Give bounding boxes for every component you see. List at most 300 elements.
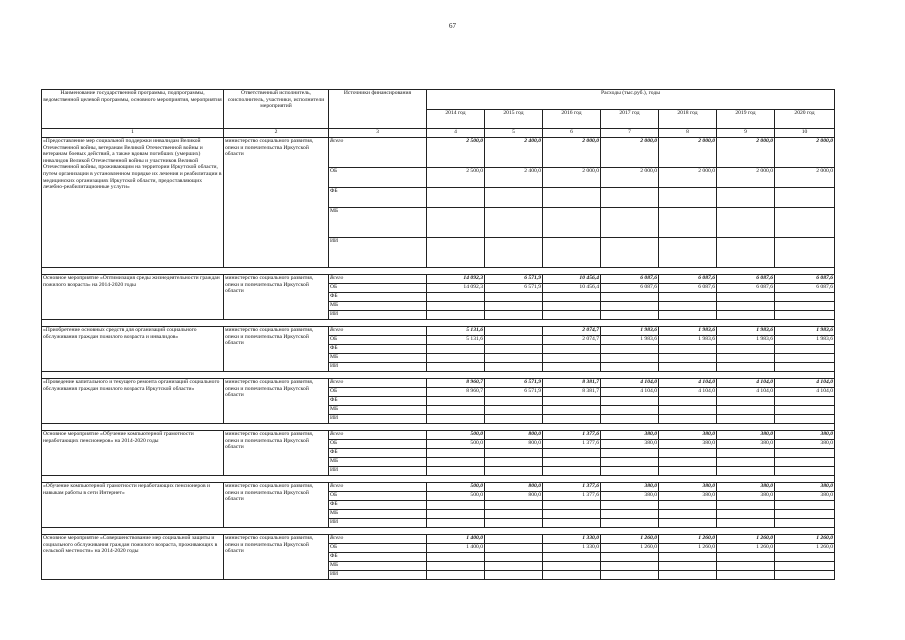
table-row-total bbox=[42, 275, 835, 284]
expense-value bbox=[775, 208, 835, 238]
expense-value bbox=[659, 302, 717, 311]
expense-value bbox=[659, 208, 717, 238]
expense-value bbox=[717, 449, 775, 458]
expense-value bbox=[543, 415, 601, 424]
expense-value bbox=[717, 293, 775, 302]
expense-value bbox=[659, 188, 717, 208]
spacer-cell bbox=[42, 268, 835, 275]
funding-source: МБ bbox=[329, 354, 427, 363]
expense-value bbox=[775, 311, 835, 320]
header-expenses: Расходы (тыс.руб.), годы bbox=[427, 90, 835, 110]
funding-source: Всего bbox=[329, 275, 427, 284]
funding-source: ИИ bbox=[329, 571, 427, 580]
expense-value bbox=[775, 415, 835, 424]
program-name: Основное мероприятие «Оптимизация среды жизнедеятельности граждан пожилого возраста» на 2014-2020 годы bbox=[42, 275, 224, 320]
expense-value bbox=[601, 208, 659, 238]
expense-value: 1 260,0 bbox=[659, 535, 717, 544]
funding-source: ОБ bbox=[329, 388, 427, 397]
expense-value bbox=[601, 510, 659, 519]
expense-value: 4 104,0 bbox=[601, 379, 659, 388]
expense-value bbox=[717, 208, 775, 238]
expense-value: 4 104,0 bbox=[775, 388, 835, 397]
expense-value: 2 000,0 bbox=[543, 168, 601, 188]
expense-value bbox=[485, 238, 543, 268]
expense-value bbox=[775, 571, 835, 580]
expense-value: 380,0 bbox=[659, 431, 717, 440]
program-name: Основное мероприятие «Совершенствование мер социальной защиты и социального обслуживания граждан пожилого возраста, проживающих в сельской местности» на 2014-2020 годы bbox=[42, 535, 224, 580]
expense-value: 1 260,0 bbox=[717, 535, 775, 544]
expense-value: 6 087,6 bbox=[659, 275, 717, 284]
expense-value bbox=[659, 238, 717, 268]
expense-value: 5 131,6 bbox=[427, 336, 485, 345]
expense-value bbox=[543, 571, 601, 580]
expense-value: 380,0 bbox=[717, 440, 775, 449]
expense-value: 8 960,7 bbox=[427, 379, 485, 388]
expense-value bbox=[427, 501, 485, 510]
table-row-total bbox=[42, 138, 835, 168]
funding-source: Всего bbox=[329, 431, 427, 440]
funding-source: Всего bbox=[329, 138, 427, 168]
expense-value bbox=[485, 535, 543, 544]
expense-value: 6 087,6 bbox=[601, 275, 659, 284]
expense-value bbox=[485, 562, 543, 571]
expense-value bbox=[543, 510, 601, 519]
expense-value bbox=[427, 345, 485, 354]
header-name: Наименование государственной программы, подпрограммы, ведомственной целевой программы, основного мероприятия, мероприятия bbox=[42, 90, 224, 129]
executor-name: министерство социального развития, опеки и попечительства Иркутской области bbox=[224, 379, 329, 424]
expense-value bbox=[717, 467, 775, 476]
expense-value: 10 456,4 bbox=[543, 284, 601, 293]
block-spacer bbox=[42, 268, 835, 275]
expense-value bbox=[543, 293, 601, 302]
expense-value: 2 500,0 bbox=[427, 138, 485, 168]
expense-value bbox=[717, 571, 775, 580]
expense-value bbox=[775, 302, 835, 311]
funding-source: МБ bbox=[329, 302, 427, 311]
year-header: 2016 год bbox=[543, 109, 601, 129]
expense-value bbox=[485, 363, 543, 372]
expense-value: 6 087,6 bbox=[717, 275, 775, 284]
expense-value: 1 400,0 bbox=[427, 535, 485, 544]
expense-value bbox=[543, 363, 601, 372]
expense-value: 1 377,6 bbox=[543, 492, 601, 501]
expense-value: 380,0 bbox=[601, 440, 659, 449]
expense-value: 1 983,6 bbox=[659, 336, 717, 345]
funding-source: Всего bbox=[329, 483, 427, 492]
funding-source: ОБ bbox=[329, 440, 427, 449]
program-name: «Приобретение основных средств для организаций социального обслуживания граждан пожилого возраста и инвалидов» bbox=[42, 327, 224, 372]
program-name: «Проведение капитального и текущего ремонта организаций социального обслуживания граждан пожилого возраста Иркутской области» bbox=[42, 379, 224, 424]
spacer-cell bbox=[42, 424, 835, 431]
expense-value bbox=[601, 415, 659, 424]
expense-value bbox=[775, 519, 835, 528]
expense-value bbox=[717, 562, 775, 571]
column-number: 9 bbox=[717, 129, 775, 138]
expense-value: 380,0 bbox=[775, 431, 835, 440]
expense-value bbox=[601, 238, 659, 268]
expense-value bbox=[427, 311, 485, 320]
executor-name: министерство социального развития, опеки и попечительства Иркутской области bbox=[224, 327, 329, 372]
column-number: 10 bbox=[775, 129, 835, 138]
expense-value bbox=[659, 406, 717, 415]
funding-source: МБ bbox=[329, 208, 427, 238]
expense-value bbox=[485, 311, 543, 320]
header-executor: Ответственный исполнитель, соисполнитель, участники, исполнители мероприятий bbox=[224, 90, 329, 129]
expense-value: 500,0 bbox=[427, 492, 485, 501]
expense-value bbox=[485, 406, 543, 415]
expense-value: 1 330,0 bbox=[543, 535, 601, 544]
year-header: 2018 год bbox=[659, 109, 717, 129]
funding-source: ИИ bbox=[329, 519, 427, 528]
expense-value: 5 131,6 bbox=[427, 327, 485, 336]
funding-source: ФБ bbox=[329, 501, 427, 510]
year-header: 2017 год bbox=[601, 109, 659, 129]
expense-value: 1 983,6 bbox=[775, 336, 835, 345]
expense-value bbox=[717, 501, 775, 510]
expense-value bbox=[601, 571, 659, 580]
expense-value bbox=[543, 188, 601, 208]
expense-value bbox=[775, 406, 835, 415]
expense-value: 1 377,6 bbox=[543, 483, 601, 492]
expense-value bbox=[717, 302, 775, 311]
expense-value bbox=[659, 467, 717, 476]
expense-value bbox=[427, 302, 485, 311]
expense-value bbox=[543, 208, 601, 238]
expense-value: 1 377,6 bbox=[543, 440, 601, 449]
expense-value bbox=[717, 397, 775, 406]
expense-value bbox=[427, 415, 485, 424]
expense-value bbox=[485, 510, 543, 519]
expense-value bbox=[427, 238, 485, 268]
funding-source: МБ bbox=[329, 458, 427, 467]
expense-value: 6 087,6 bbox=[601, 284, 659, 293]
expense-value bbox=[659, 415, 717, 424]
expense-value bbox=[775, 510, 835, 519]
expense-value: 380,0 bbox=[659, 483, 717, 492]
funding-source: ФБ bbox=[329, 553, 427, 562]
block-spacer bbox=[42, 528, 835, 535]
expense-value bbox=[543, 519, 601, 528]
expense-value: 800,0 bbox=[485, 440, 543, 449]
expense-value bbox=[775, 363, 835, 372]
expense-value bbox=[543, 311, 601, 320]
expense-value bbox=[485, 544, 543, 553]
expense-value bbox=[775, 238, 835, 268]
column-number: 4 bbox=[427, 129, 485, 138]
spacer-cell bbox=[42, 320, 835, 327]
expense-value: 2 000,0 bbox=[717, 168, 775, 188]
expense-value: 1 983,6 bbox=[775, 327, 835, 336]
expense-value: 14 092,3 bbox=[427, 275, 485, 284]
year-header: 2020 год bbox=[775, 109, 835, 129]
expense-value: 380,0 bbox=[601, 483, 659, 492]
expense-value bbox=[601, 467, 659, 476]
spacer-cell bbox=[42, 528, 835, 535]
expense-value: 2 000,0 bbox=[659, 138, 717, 168]
program-name: Основное мероприятие «Обучение компьютерной грамотности неработающих пенсионеров» на 2014-2020 годы bbox=[42, 431, 224, 476]
executor-name: министерство социального развития, опеки и попечительства Иркутской области bbox=[224, 275, 329, 320]
expense-value: 2 400,0 bbox=[485, 168, 543, 188]
expense-value: 2 000,0 bbox=[717, 138, 775, 168]
expense-value bbox=[601, 311, 659, 320]
expense-value: 6 087,6 bbox=[659, 284, 717, 293]
expense-value: 380,0 bbox=[659, 440, 717, 449]
expense-value bbox=[485, 188, 543, 208]
expense-value bbox=[485, 519, 543, 528]
expense-value: 1 260,0 bbox=[775, 535, 835, 544]
expense-value: 10 456,4 bbox=[543, 275, 601, 284]
expense-value bbox=[717, 458, 775, 467]
expense-value bbox=[601, 501, 659, 510]
expense-value bbox=[427, 562, 485, 571]
expense-value bbox=[543, 501, 601, 510]
expense-value: 1 260,0 bbox=[717, 544, 775, 553]
expense-value bbox=[543, 553, 601, 562]
expense-value bbox=[601, 302, 659, 311]
spacer-cell bbox=[42, 476, 835, 483]
expense-value bbox=[427, 363, 485, 372]
expense-value bbox=[543, 302, 601, 311]
expense-value: 2 000,0 bbox=[775, 138, 835, 168]
expense-value bbox=[659, 449, 717, 458]
block-spacer bbox=[42, 372, 835, 379]
funding-source: МБ bbox=[329, 510, 427, 519]
expense-value bbox=[485, 467, 543, 476]
table-row-total bbox=[42, 379, 835, 388]
expense-value bbox=[659, 519, 717, 528]
table-row-total bbox=[42, 535, 835, 544]
funding-source: ОБ bbox=[329, 284, 427, 293]
expense-value bbox=[717, 510, 775, 519]
expense-value bbox=[775, 467, 835, 476]
column-number: 2 bbox=[224, 129, 329, 138]
expense-value bbox=[601, 397, 659, 406]
expense-value: 1 260,0 bbox=[775, 544, 835, 553]
expense-value: 1 260,0 bbox=[659, 544, 717, 553]
expense-value: 2 000,0 bbox=[543, 138, 601, 168]
funding-source: ФБ bbox=[329, 397, 427, 406]
expense-value bbox=[659, 345, 717, 354]
expense-value bbox=[717, 406, 775, 415]
expense-value: 800,0 bbox=[485, 483, 543, 492]
funding-source: ФБ bbox=[329, 345, 427, 354]
expense-value bbox=[543, 345, 601, 354]
expense-value: 380,0 bbox=[717, 431, 775, 440]
column-number-row bbox=[42, 129, 835, 138]
expense-value bbox=[601, 553, 659, 562]
expense-value bbox=[485, 208, 543, 238]
block-spacer bbox=[42, 476, 835, 483]
expense-value bbox=[601, 519, 659, 528]
spacer-cell bbox=[42, 372, 835, 379]
funding-source: ИИ bbox=[329, 415, 427, 424]
expense-value bbox=[659, 363, 717, 372]
expense-value bbox=[659, 562, 717, 571]
executor-name: министерство социального развития, опеки и попечительства Иркутской области bbox=[224, 535, 329, 580]
expense-value bbox=[427, 553, 485, 562]
expense-value bbox=[543, 467, 601, 476]
expense-value bbox=[427, 519, 485, 528]
expense-value: 1 983,6 bbox=[659, 327, 717, 336]
funding-source: ИИ bbox=[329, 467, 427, 476]
expense-value: 4 104,0 bbox=[659, 388, 717, 397]
executor-name: министерство социального развития, опеки и попечительства Иркутской области bbox=[224, 483, 329, 528]
expense-value bbox=[717, 345, 775, 354]
column-number: 8 bbox=[659, 129, 717, 138]
expense-value: 1 983,6 bbox=[601, 336, 659, 345]
page-number: 67 bbox=[449, 22, 456, 30]
expense-value: 1 400,0 bbox=[427, 544, 485, 553]
expense-value bbox=[717, 188, 775, 208]
funding-source: ФБ bbox=[329, 188, 427, 208]
expense-value bbox=[485, 397, 543, 406]
expense-value bbox=[543, 562, 601, 571]
expense-value: 8 960,7 bbox=[427, 388, 485, 397]
expense-value: 2 500,0 bbox=[427, 168, 485, 188]
funding-source: ИИ bbox=[329, 311, 427, 320]
expense-value: 14 092,3 bbox=[427, 284, 485, 293]
expense-value bbox=[427, 188, 485, 208]
expense-value: 2 400,0 bbox=[485, 138, 543, 168]
expense-value bbox=[427, 449, 485, 458]
expense-value bbox=[485, 302, 543, 311]
column-number: 3 bbox=[329, 129, 427, 138]
block-spacer bbox=[42, 320, 835, 327]
expense-value bbox=[543, 406, 601, 415]
expense-value bbox=[775, 458, 835, 467]
expense-value bbox=[485, 458, 543, 467]
expense-value bbox=[717, 415, 775, 424]
expense-value: 6 571,9 bbox=[485, 379, 543, 388]
column-number: 5 bbox=[485, 129, 543, 138]
expense-value bbox=[485, 415, 543, 424]
expense-value bbox=[485, 336, 543, 345]
expense-value: 6 087,6 bbox=[775, 284, 835, 293]
expense-value bbox=[775, 293, 835, 302]
expense-value: 8 381,7 bbox=[543, 379, 601, 388]
funding-source: Всего bbox=[329, 535, 427, 544]
expense-value bbox=[427, 208, 485, 238]
expense-value bbox=[485, 553, 543, 562]
expense-value bbox=[601, 562, 659, 571]
expense-value bbox=[659, 571, 717, 580]
funding-source: Всего bbox=[329, 327, 427, 336]
expense-value bbox=[427, 354, 485, 363]
funding-source: ФБ bbox=[329, 293, 427, 302]
expense-value bbox=[717, 363, 775, 372]
expense-value bbox=[543, 449, 601, 458]
expense-value: 380,0 bbox=[775, 483, 835, 492]
expense-value: 2 074,7 bbox=[543, 327, 601, 336]
expense-value bbox=[659, 553, 717, 562]
expense-value bbox=[543, 354, 601, 363]
expense-value bbox=[543, 458, 601, 467]
expense-value bbox=[485, 293, 543, 302]
expense-value: 500,0 bbox=[427, 483, 485, 492]
expense-value: 2 000,0 bbox=[601, 138, 659, 168]
expense-value: 6 087,6 bbox=[775, 275, 835, 284]
expense-value bbox=[601, 406, 659, 415]
expense-value bbox=[659, 397, 717, 406]
expense-value: 380,0 bbox=[601, 492, 659, 501]
expense-value: 6 087,6 bbox=[717, 284, 775, 293]
expense-value bbox=[775, 562, 835, 571]
column-number: 7 bbox=[601, 129, 659, 138]
expense-value: 6 571,9 bbox=[485, 275, 543, 284]
expense-value bbox=[775, 354, 835, 363]
expense-value: 1 377,6 bbox=[543, 431, 601, 440]
expense-value: 4 104,0 bbox=[775, 379, 835, 388]
year-header: 2019 год bbox=[717, 109, 775, 129]
year-header: 2014 год bbox=[427, 109, 485, 129]
expense-value: 800,0 bbox=[485, 492, 543, 501]
expense-value: 380,0 bbox=[717, 483, 775, 492]
expense-value bbox=[485, 345, 543, 354]
funding-source: МБ bbox=[329, 406, 427, 415]
expense-value bbox=[543, 238, 601, 268]
expense-value bbox=[601, 449, 659, 458]
expense-value: 1 983,6 bbox=[717, 327, 775, 336]
executor-name: министерство социального развития, опеки и попечительства Иркутской области bbox=[224, 431, 329, 476]
expense-value: 2 074,7 bbox=[543, 336, 601, 345]
expense-value bbox=[659, 510, 717, 519]
expense-value bbox=[601, 345, 659, 354]
expense-value bbox=[485, 354, 543, 363]
expense-value bbox=[775, 345, 835, 354]
expense-value bbox=[601, 354, 659, 363]
expense-value bbox=[601, 458, 659, 467]
expense-value bbox=[659, 458, 717, 467]
funding-source: Всего bbox=[329, 379, 427, 388]
expense-value: 800,0 bbox=[485, 431, 543, 440]
expense-value: 1 983,6 bbox=[717, 336, 775, 345]
funding-source: ФБ bbox=[329, 449, 427, 458]
expense-value: 1 983,6 bbox=[601, 327, 659, 336]
expense-value bbox=[601, 363, 659, 372]
year-header: 2015 год bbox=[485, 109, 543, 129]
expense-value: 500,0 bbox=[427, 431, 485, 440]
funding-source: ИИ bbox=[329, 238, 427, 268]
expense-value: 380,0 bbox=[601, 431, 659, 440]
block-spacer bbox=[42, 424, 835, 431]
expense-value bbox=[717, 311, 775, 320]
expense-value bbox=[717, 354, 775, 363]
expense-value bbox=[717, 238, 775, 268]
expense-value bbox=[427, 467, 485, 476]
table-row-total bbox=[42, 431, 835, 440]
funding-source: МБ bbox=[329, 562, 427, 571]
expense-value bbox=[717, 553, 775, 562]
expense-value bbox=[601, 188, 659, 208]
expense-value bbox=[427, 397, 485, 406]
expense-value bbox=[775, 501, 835, 510]
header-source: Источники финансирования bbox=[329, 90, 427, 129]
expense-value bbox=[427, 510, 485, 519]
table-row-total bbox=[42, 327, 835, 336]
expense-value bbox=[659, 501, 717, 510]
expense-value bbox=[659, 311, 717, 320]
program-name: «Обучение компьютерной грамотности неработающих пенсионеров и навыкам работы в сети Интернет» bbox=[42, 483, 224, 528]
expense-value bbox=[659, 354, 717, 363]
expense-value: 2 000,0 bbox=[659, 168, 717, 188]
expense-value bbox=[485, 571, 543, 580]
funding-source: ОБ bbox=[329, 544, 427, 553]
program-name: «Предоставление мер социальной поддержки инвалидам Великой Отечественной войны, ветеранам Великой Отечественной войны и ветеранам боевых действий, а также вдовам погибших (умерших) инвалидов Великой Отечественной войны и участников Великой Отечественной войны, проживающим на территории Иркутской области, путем организации в установленном порядке их лечения и реабилитации в медицинских организациях Иркутской области, предоставляющих лечебно-реабилитационные услуги» bbox=[42, 138, 224, 268]
expense-value bbox=[543, 397, 601, 406]
expense-value: 4 104,0 bbox=[717, 379, 775, 388]
expense-value bbox=[775, 397, 835, 406]
expense-value bbox=[775, 188, 835, 208]
